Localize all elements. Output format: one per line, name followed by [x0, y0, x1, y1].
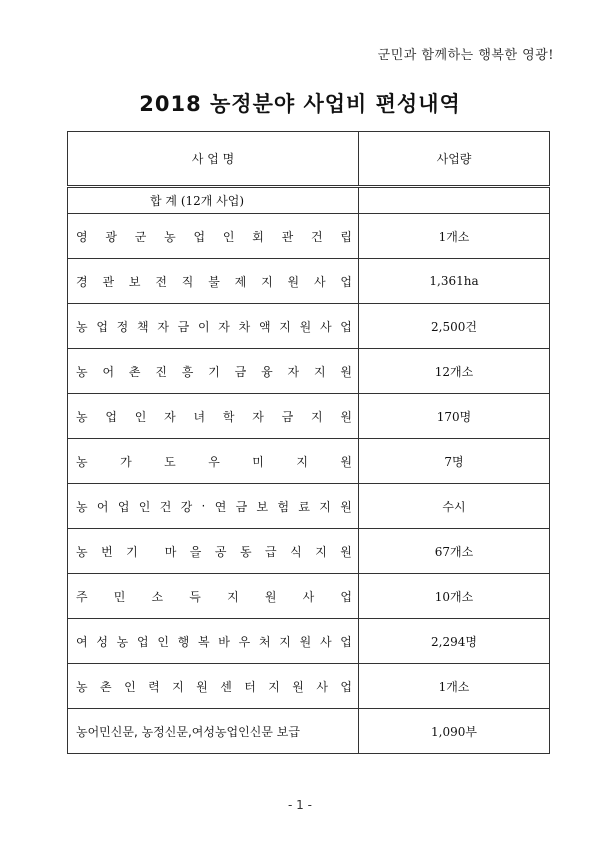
budget-table [67, 131, 550, 754]
project-name-cell [68, 349, 359, 394]
project-name-cell [68, 664, 359, 709]
project-name-cell [68, 259, 359, 304]
project-name: 농 업 정 책 자 금 이 자 차 액 지 원 사 업 [76, 319, 352, 334]
total-row [68, 187, 550, 214]
table-row [68, 394, 550, 439]
project-name-cell [68, 484, 359, 529]
project-name: 경 관 보 전 직 불 제 지 원 사 업 [76, 274, 352, 289]
quantity-cell: 170명 [359, 394, 550, 439]
project-name-cell [68, 214, 359, 259]
total-value [359, 187, 550, 214]
quantity-cell: 1개소 [359, 214, 550, 259]
table-row [68, 619, 550, 664]
table-row [68, 664, 550, 709]
project-name-cell [68, 439, 359, 484]
table-row [68, 304, 550, 349]
quantity-cell: 2,500건 [359, 304, 550, 349]
project-name-cell [68, 529, 359, 574]
page-number: - 1 - [288, 798, 312, 812]
project-name: 농어민신문, 농정신문,여성농업인신문 보급 [76, 724, 300, 739]
project-name: 주 민 소 득 지 원 사 업 [76, 589, 352, 604]
table-row [68, 574, 550, 619]
project-name-cell [68, 394, 359, 439]
table-row [68, 259, 550, 304]
slogan: 군민과 함께하는 행복한 영광! [377, 48, 554, 63]
quantity-cell: 7명 [359, 439, 550, 484]
project-name-cell [68, 619, 359, 664]
project-name: 농 어 촌 진 흥 기 금 융 자 지 원 [76, 364, 352, 379]
header-project-name: 사 업 명 [68, 132, 359, 187]
total-label: 합 계 (12개 사업) [68, 187, 359, 214]
quantity-cell: 1개소 [359, 664, 550, 709]
project-name: 농 업 인 자 녀 학 자 금 지 원 [76, 409, 352, 424]
project-name: 농 가 도 우 미 지 원 [76, 454, 352, 469]
project-name-cell [68, 304, 359, 349]
table-row [68, 529, 550, 574]
project-name: 농 어 업 인 건 강 · 연 금 보 험 료 지 원 [76, 499, 352, 514]
quantity-cell: 수시 [359, 484, 550, 529]
table-row [68, 439, 550, 484]
quantity-cell: 1,090부 [359, 709, 550, 754]
table-row [68, 484, 550, 529]
project-name: 여 성 농 업 인 행 복 바 우 처 지 원 사 업 [76, 634, 352, 649]
project-name: 농 번 기 마 을 공 동 급 식 지 원 [76, 544, 352, 559]
quantity-cell: 12개소 [359, 349, 550, 394]
project-name-cell [68, 709, 359, 754]
quantity-cell: 10개소 [359, 574, 550, 619]
quantity-cell: 1,361ha [359, 259, 550, 304]
header-quantity: 사업량 [359, 132, 550, 187]
project-name: 영 광 군 농 업 인 회 관 건 립 [76, 229, 352, 244]
table-row [68, 709, 550, 754]
table-row [68, 349, 550, 394]
quantity-cell: 2,294명 [359, 619, 550, 664]
project-name: 농 촌 인 력 지 원 센 터 지 원 사 업 [76, 679, 352, 694]
table-row [68, 214, 550, 259]
document-title: 2018 농정분야 사업비 편성내역 [139, 92, 461, 116]
quantity-cell: 67개소 [359, 529, 550, 574]
table-header-row [68, 132, 550, 187]
project-name-cell [68, 574, 359, 619]
